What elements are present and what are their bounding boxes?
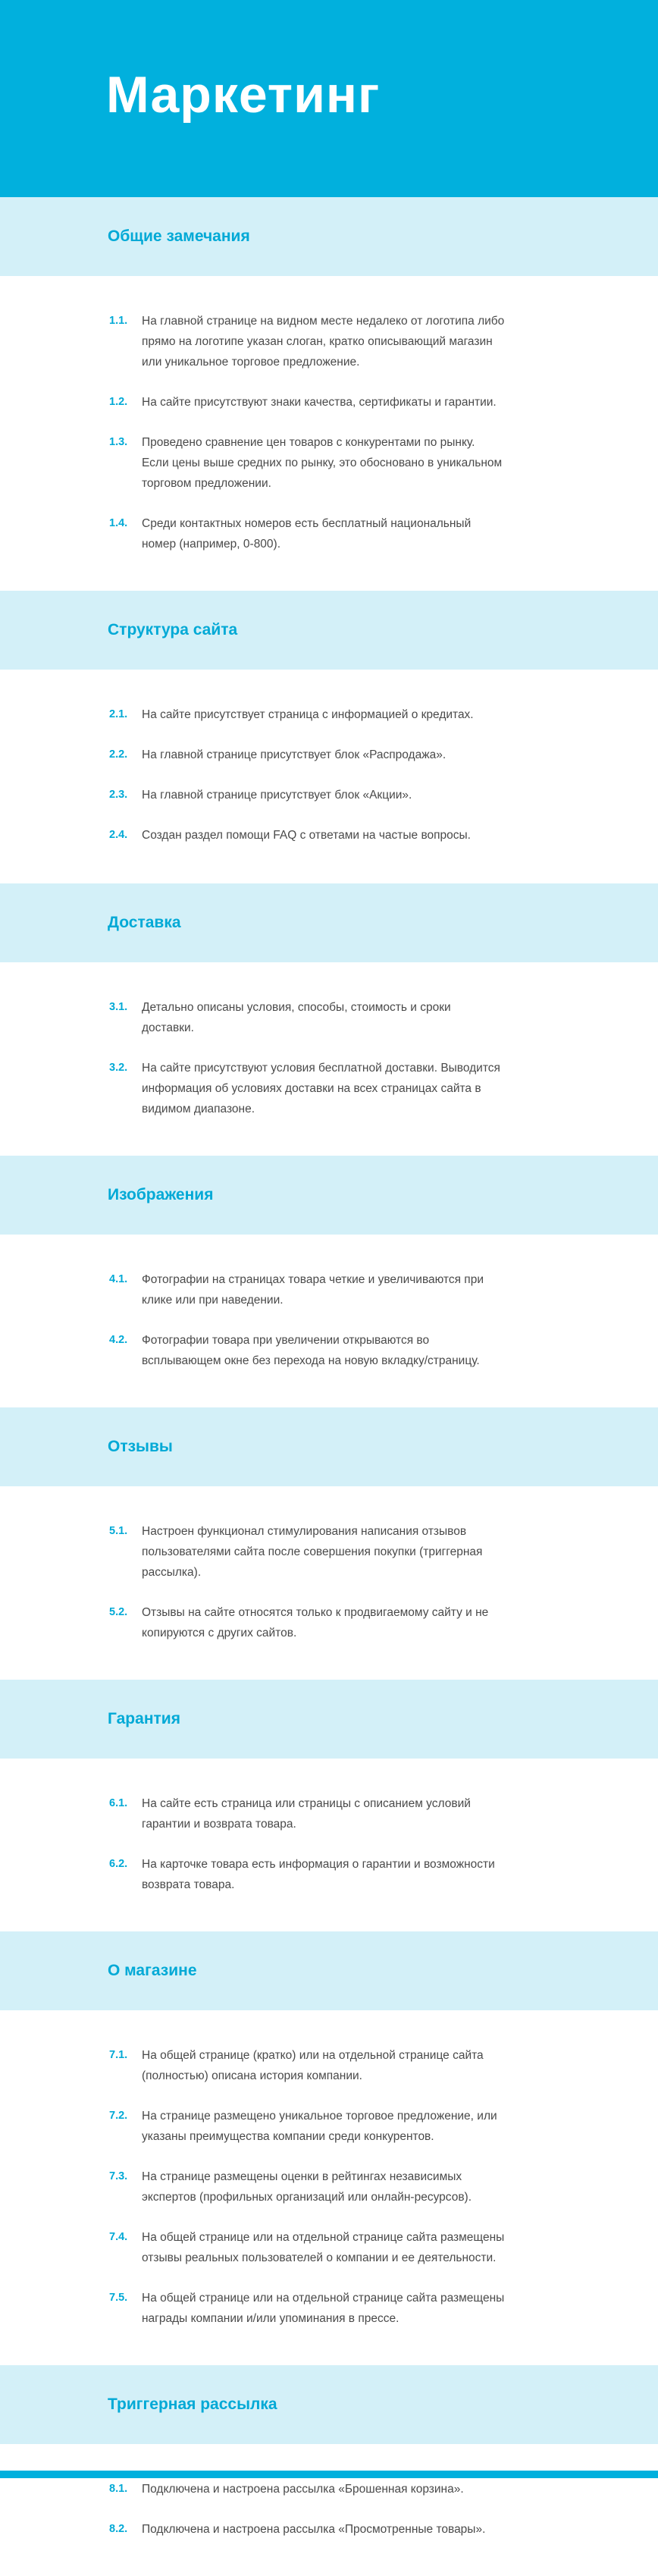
item-number: 3.2. <box>109 1062 128 1074</box>
item-text <box>142 2167 521 2207</box>
item-text <box>142 432 521 494</box>
item-text-line: Среди контактных номеров есть бесплатный национальный <box>142 517 472 530</box>
item-number: 7.5. <box>109 2292 128 2304</box>
section-title: Доставка <box>108 914 181 931</box>
item-number: 8.1. <box>109 2483 128 2495</box>
section-title: Изображения <box>108 1186 214 1203</box>
checklist-item <box>0 2479 658 2499</box>
item-text-line: информация об условиях доставки на всех страницах сайта в <box>142 1082 481 1095</box>
checklist-items <box>0 2010 658 2365</box>
item-text-line: Подключена и настроена рассылка «Просмотренные товары». <box>142 2523 486 2536</box>
item-number: 7.4. <box>109 2231 128 2243</box>
item-text-line: или уникальное торговое предложение. <box>142 356 360 369</box>
checklist-item <box>0 1521 658 1583</box>
item-text-line: возврата товара. <box>142 1878 235 1891</box>
item-text-line: На главной странице присутствует блок «Акции». <box>142 789 412 802</box>
item-text <box>142 825 521 846</box>
item-text <box>142 745 521 765</box>
checklist-item <box>0 2288 658 2329</box>
item-text-line: отзывы реальных пользователей о компании и ее деятельности. <box>142 2251 497 2264</box>
item-text <box>142 2227 521 2268</box>
item-text <box>142 311 521 372</box>
item-text <box>142 1793 521 1834</box>
checklist-items <box>0 1486 658 1680</box>
item-number: 1.3. <box>109 436 128 448</box>
item-number: 3.1. <box>109 1001 128 1013</box>
checklist-item <box>0 785 658 805</box>
item-text-line: На странице размещено уникальное торговое предложение, или <box>142 2110 497 2123</box>
item-text-line: торговом предложении. <box>142 477 271 490</box>
item-text-line: На главной странице на видном месте недалеко от логотипа либо <box>142 315 505 328</box>
section-title: О магазине <box>108 1962 197 1979</box>
item-text <box>142 1521 521 1583</box>
item-text-line: На главной странице присутствует блок «Распродажа». <box>142 748 446 761</box>
section-title: Отзывы <box>108 1438 173 1455</box>
checklist-item <box>0 392 658 413</box>
item-text <box>142 2519 521 2540</box>
item-text <box>142 2045 521 2086</box>
item-number: 1.1. <box>109 315 128 327</box>
item-text-line: прямо на логотипе указан слоган, кратко описывающий магазин <box>142 335 493 348</box>
item-text-line: клике или при наведении. <box>142 1294 284 1307</box>
item-text-line: Отзывы на сайте относятся только к продвигаемому сайту и не <box>142 1606 489 1619</box>
item-text-line: Создан раздел помощи FAQ с ответами на частые вопросы. <box>142 829 471 842</box>
section-header <box>0 591 658 670</box>
checklist-item <box>0 1269 658 1310</box>
section-title: Общие замечания <box>108 227 250 245</box>
item-number: 4.1. <box>109 1273 128 1285</box>
item-text-line: Подключена и настроена рассылка «Брошенная корзина». <box>142 2483 464 2496</box>
checklist-item <box>0 2227 658 2268</box>
item-text-line: гарантии и возврата товара. <box>142 1818 296 1831</box>
checklist-item <box>0 432 658 494</box>
checklist <box>0 197 658 2576</box>
checklist-item <box>0 1854 658 1895</box>
item-text-line: (полностью) описана история компании. <box>142 2069 362 2082</box>
item-number: 6.2. <box>109 1858 128 1870</box>
item-text-line: Настроен функционал стимулирования написания отзывов <box>142 1525 467 1538</box>
item-text-line: На странице размещены оценки в рейтингах независимых <box>142 2170 462 2183</box>
checklist-item <box>0 745 658 765</box>
section-header <box>0 2365 658 2444</box>
item-text-line: Проведено сравнение цен товаров с конкурентами по рынку. <box>142 436 475 449</box>
item-text <box>142 1602 521 1643</box>
item-text <box>142 392 521 413</box>
item-text <box>142 1269 521 1310</box>
item-text <box>142 704 521 725</box>
section-header <box>0 1680 658 1759</box>
section-header <box>0 1156 658 1235</box>
item-text-line: На сайте присутствует страница с информацией о кредитах. <box>142 708 474 721</box>
checklist-item <box>0 2045 658 2086</box>
section-header <box>0 883 658 962</box>
item-text <box>142 2288 521 2329</box>
checklist-item <box>0 704 658 725</box>
checklist-item <box>0 2106 658 2147</box>
item-number: 2.1. <box>109 708 128 720</box>
checklist-item <box>0 1058 658 1119</box>
item-text <box>142 2106 521 2147</box>
item-text <box>142 1058 521 1119</box>
item-number: 4.2. <box>109 1334 128 1346</box>
checklist-item <box>0 1330 658 1371</box>
item-text <box>142 513 521 554</box>
item-number: 7.1. <box>109 2049 128 2061</box>
checklist-item <box>0 1602 658 1643</box>
item-text-line: Детально описаны условия, способы, стоимость и сроки <box>142 1001 451 1014</box>
checklist-item <box>0 513 658 554</box>
item-text-line: На сайте присутствуют знаки качества, сертификаты и гарантии. <box>142 396 497 409</box>
item-text <box>142 2479 521 2499</box>
footer-bar <box>0 2471 658 2478</box>
item-number: 1.4. <box>109 517 128 529</box>
checklist-items <box>0 276 658 591</box>
checklist-items <box>0 670 658 883</box>
item-text-line: экспертов (профильных организаций или онлайн-ресурсов). <box>142 2191 472 2204</box>
item-text-line: пользователями сайта после совершения покупки (триггерная <box>142 1545 483 1558</box>
checklist-items <box>0 1235 658 1407</box>
item-number: 8.2. <box>109 2523 128 2535</box>
section-title: Гарантия <box>108 1710 180 1727</box>
item-text <box>142 1854 521 1895</box>
item-text-line: На сайте присутствуют условия бесплатной доставки. Выводится <box>142 1062 500 1075</box>
item-text-line: номер (например, 0-800). <box>142 538 281 551</box>
item-text-line: копируются с других сайтов. <box>142 1627 297 1639</box>
item-number: 2.4. <box>109 829 128 841</box>
item-number: 2.2. <box>109 748 128 761</box>
page-header <box>0 0 658 197</box>
item-text-line: На общей странице или на отдельной странице сайта размещены <box>142 2292 505 2305</box>
section-header <box>0 1407 658 1486</box>
section-title: Структура сайта <box>108 621 238 639</box>
item-text-line: Если цены выше средних по рынку, это обосновано в уникальном <box>142 457 503 469</box>
checklist-items <box>0 2444 658 2576</box>
item-number: 5.2. <box>109 1606 128 1618</box>
item-number: 6.1. <box>109 1797 128 1809</box>
item-text-line: Фотографии товара при увеличении открываются во <box>142 1334 430 1347</box>
item-number: 5.1. <box>109 1525 128 1537</box>
checklist-item <box>0 1793 658 1834</box>
checklist-item <box>0 311 658 372</box>
item-text-line: видимом диапазоне. <box>142 1103 255 1115</box>
item-number: 7.2. <box>109 2110 128 2122</box>
checklist-items <box>0 962 658 1156</box>
item-text-line: Фотографии на страницах товара четкие и увеличиваются при <box>142 1273 484 1286</box>
section-header <box>0 197 658 276</box>
item-text <box>142 1330 521 1371</box>
checklist-item <box>0 2167 658 2207</box>
section-title: Триггерная рассылка <box>108 2396 277 2413</box>
item-text-line: награды компании и/или упоминания в прессе. <box>142 2312 400 2325</box>
page-title: Маркетинг <box>106 66 381 124</box>
item-text-line: доставки. <box>142 1021 194 1034</box>
item-text-line: На сайте есть страница или страницы с описанием условий <box>142 1797 471 1810</box>
item-text-line: На общей странице (кратко) или на отдельной странице сайта <box>142 2049 484 2062</box>
item-text-line: всплывающем окне без перехода на новую вкладку/страницу. <box>142 1354 480 1367</box>
section-header <box>0 1931 658 2010</box>
checklist-items <box>0 1759 658 1931</box>
checklist-item <box>0 997 658 1038</box>
item-text-line: указаны преимущества компании среди конкурентов. <box>142 2130 434 2143</box>
item-text <box>142 997 521 1038</box>
item-text-line: рассылка). <box>142 1566 202 1579</box>
item-number: 7.3. <box>109 2170 128 2182</box>
item-text-line: На общей странице или на отдельной странице сайта размещены <box>142 2231 505 2244</box>
item-number: 1.2. <box>109 396 128 408</box>
item-text-line: На карточке товара есть информация о гарантии и возможности <box>142 1858 495 1871</box>
checklist-item <box>0 825 658 846</box>
item-number: 2.3. <box>109 789 128 801</box>
item-text <box>142 785 521 805</box>
checklist-item <box>0 2519 658 2540</box>
